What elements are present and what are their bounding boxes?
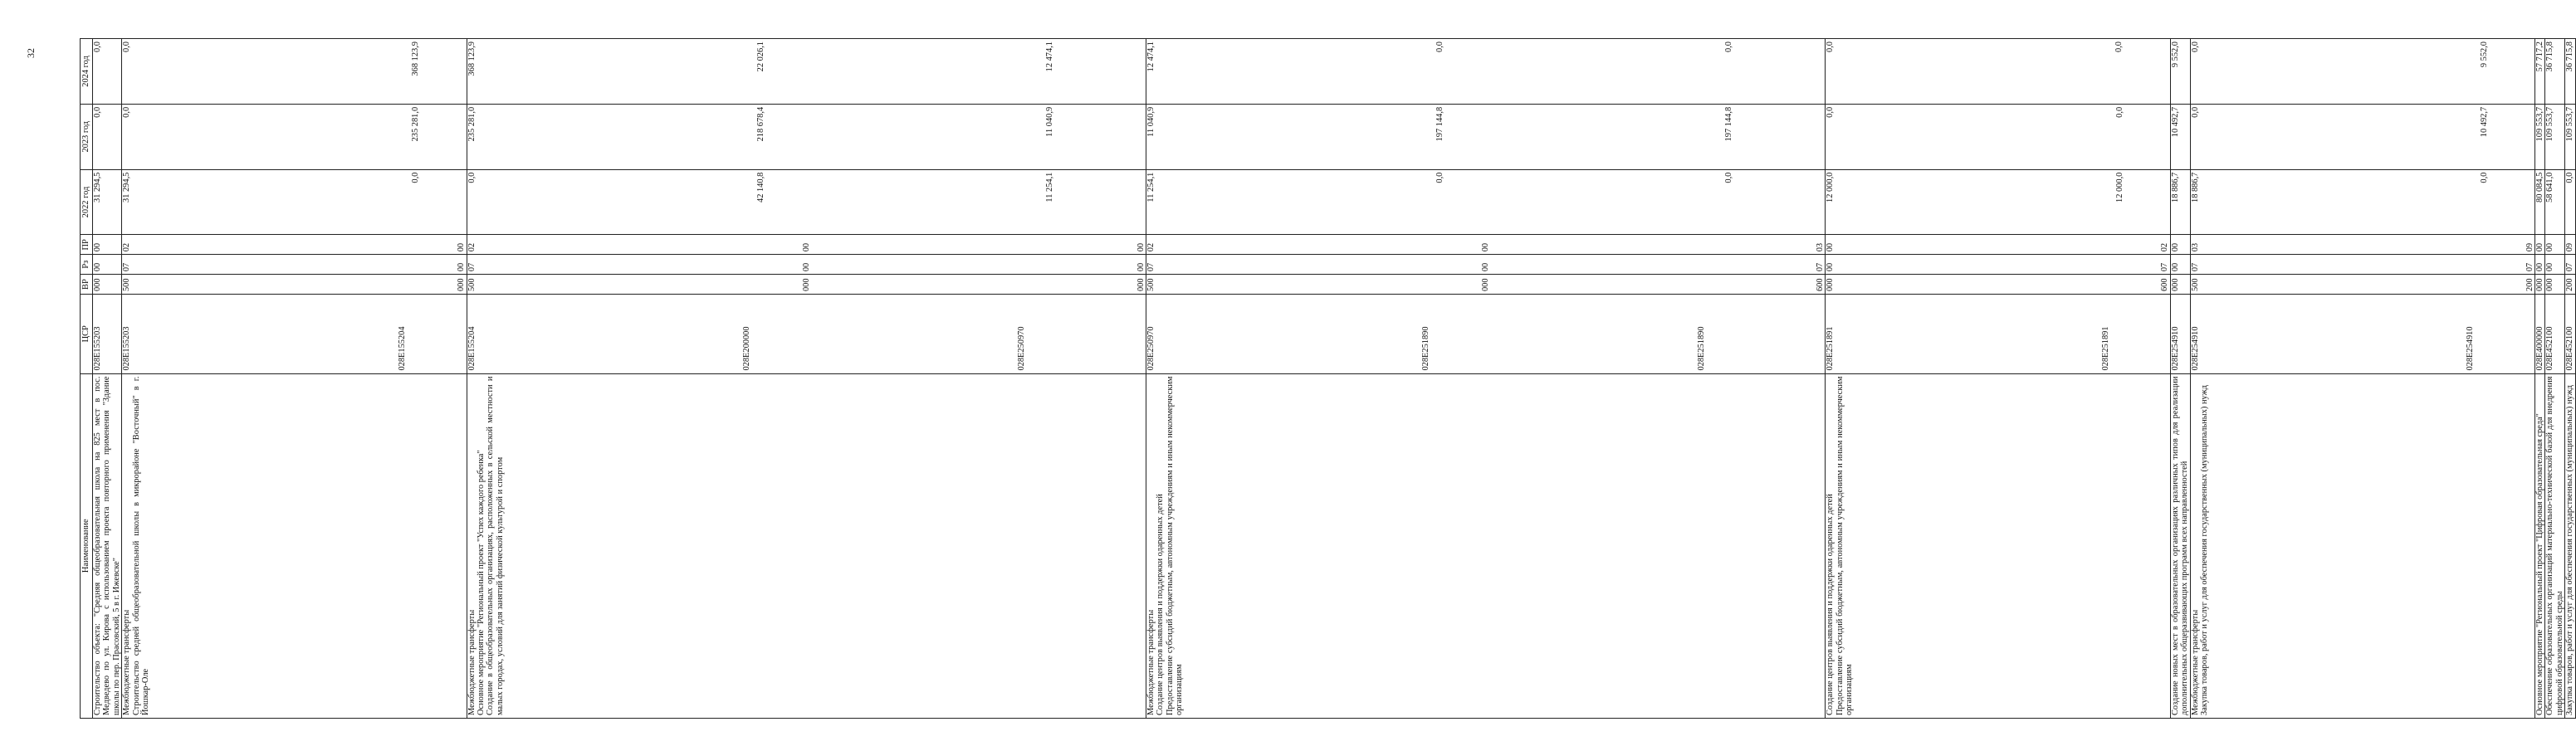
cell-vr: [122, 275, 467, 295]
cell-name-line: Межбюджетные трансферты: [122, 609, 132, 715]
cell-rz: [2545, 255, 2565, 275]
cell-2024-line: 22 026,1: [755, 41, 765, 72]
cell-name-line: Строительство объекта: "Средняя общеобразовательная школа на 825 мест в пос. Медведево по ул. Кирова с использованием проекта повторного применения "Здание школы по пер. Прасовский, 5 в г. Ижевске": [93, 376, 121, 715]
cell-vr: [2535, 275, 2545, 295]
cell-csr-line: 028E250970: [1017, 326, 1027, 371]
table-row: [467, 39, 1146, 719]
cell-rz: [2190, 255, 2534, 275]
cell-2023-line: 0,0: [1826, 106, 1835, 118]
cell-rz-line: 07: [467, 262, 477, 272]
cell-vr-line: 600: [1816, 278, 1826, 292]
cell-2023: [2535, 104, 2545, 169]
cell-2022-line: 0,0: [467, 172, 477, 183]
cell-csr-line: 028E250970: [1146, 326, 1156, 371]
cell-csr-line: 028E251890: [1696, 326, 1706, 371]
cell-2023-line: 218 678,4: [755, 106, 765, 142]
cell-vr-line: 000: [2535, 278, 2545, 292]
cell-pr-line: 03: [2190, 242, 2200, 252]
cell-pr: [93, 235, 122, 255]
cell-csr: [1826, 295, 2170, 374]
cell-2022-line: 0,0: [2565, 172, 2575, 183]
cell-name: [1146, 373, 1826, 718]
cell-vr-line: 000: [2545, 278, 2555, 292]
cell-name-line: Предоставление субсидий бюджетным, автономным учреждениям и иным некоммерческим организациям: [1835, 376, 1855, 715]
cell-2022: [93, 169, 122, 235]
cell-2023-line: 235 281,0: [467, 106, 477, 142]
cell-pr-line: 00: [2545, 242, 2555, 252]
cell-name: [93, 373, 122, 718]
cell-vr-line: 200: [2525, 278, 2534, 292]
cell-pr-line: 00: [1481, 242, 1491, 252]
cell-2022-line: 0,0: [1724, 172, 1734, 183]
cell-pr-line: 02: [2160, 242, 2170, 252]
cell-pr-line: 00: [2535, 242, 2545, 252]
page-number: 32: [25, 48, 37, 58]
cell-rz: [2565, 255, 2575, 275]
table-row: [2190, 39, 2534, 719]
cell-2022: [467, 169, 1146, 235]
cell-name-line: Межбюджетные трансферты: [2190, 609, 2200, 715]
cell-csr: [2535, 295, 2545, 374]
budget-table: [80, 38, 2576, 719]
cell-csr-line: 028E254910: [2466, 326, 2476, 371]
cell-2022-line: 42 140,8: [755, 172, 765, 202]
cell-rz-line: 00: [801, 262, 811, 272]
cell-2024: [467, 39, 1146, 105]
cell-csr: [2190, 295, 2534, 374]
cell-2022-line: 18 886,7: [2170, 172, 2180, 202]
table-body: [93, 39, 2576, 719]
cell-2024: [1146, 39, 1826, 105]
cell-csr-line: 028E251891: [2100, 326, 2110, 371]
cell-2022: [2190, 169, 2534, 235]
cell-rz-line: 00: [457, 262, 467, 272]
cell-csr-line: 028E254910: [2170, 326, 2180, 371]
col-header-2024: 2024 год: [81, 39, 93, 105]
cell-csr: [1146, 295, 1826, 374]
cell-2022-line: 12 000,0: [1826, 172, 1835, 202]
cell-pr-line: 00: [1136, 242, 1146, 252]
cell-vr: [93, 275, 122, 295]
cell-2023: [2545, 104, 2565, 169]
cell-csr-line: 028E400000: [2535, 326, 2545, 371]
cell-pr-line: 09: [2565, 242, 2575, 252]
table-row: [2565, 39, 2575, 719]
cell-name-line: Закупка товаров, работ и услуг для обеспечения государственных (муниципальных) нужд: [2565, 384, 2575, 715]
cell-pr: [467, 235, 1146, 255]
cell-name: [2535, 373, 2545, 718]
cell-2024-line: 368 123,9: [467, 41, 477, 76]
cell-rz: [1826, 255, 2170, 275]
cell-rz-line: 00: [2170, 262, 2180, 272]
cell-rz-line: 07: [2525, 262, 2534, 272]
cell-2023-line: 0,0: [122, 106, 132, 118]
cell-2023: [122, 104, 467, 169]
cell-2022: [122, 169, 467, 235]
cell-2024: [1826, 39, 2170, 105]
cell-2024-line: 0,0: [93, 41, 102, 52]
cell-vr-line: 000: [457, 278, 467, 292]
cell-2023-line: 0,0: [93, 106, 102, 118]
cell-pr-line: 00: [1826, 242, 1835, 252]
col-header-pr: ПР: [81, 235, 93, 255]
cell-vr-line: 000: [1481, 278, 1491, 292]
cell-2022-line: 80 084,5: [2535, 172, 2545, 202]
cell-2023-line: 197 144,8: [1435, 106, 1445, 142]
cell-2022-line: 0,0: [411, 172, 421, 183]
cell-vr-line: 500: [2190, 278, 2200, 292]
cell-pr-line: 02: [122, 242, 132, 252]
cell-name: [122, 373, 467, 718]
table-row: [122, 39, 467, 719]
cell-pr-line: 09: [2525, 242, 2534, 252]
cell-2024-line: 57 717,2: [2535, 41, 2545, 72]
cell-2023-line: 0,0: [2114, 106, 2124, 118]
cell-2023: [2565, 104, 2575, 169]
cell-rz: [467, 255, 1146, 275]
cell-pr-line: 00: [93, 242, 102, 252]
col-header-vr: ВР: [81, 275, 93, 295]
cell-2022: [2565, 169, 2575, 235]
cell-vr-line: 000: [801, 278, 811, 292]
cell-name: [2545, 373, 2565, 718]
cell-rz: [2535, 255, 2545, 275]
col-header-2023: 2023 год: [81, 104, 93, 169]
cell-rz: [1146, 255, 1826, 275]
cell-csr-line: 028E254910: [2190, 326, 2200, 371]
cell-2022: [2170, 169, 2190, 235]
cell-rz: [93, 255, 122, 275]
cell-2022-line: 0,0: [2479, 172, 2489, 183]
cell-rz-line: 07: [1816, 262, 1826, 272]
cell-csr: [2170, 295, 2190, 374]
cell-2024: [2545, 39, 2565, 105]
cell-name: [2190, 373, 2534, 718]
cell-2023: [1146, 104, 1826, 169]
cell-rz: [2170, 255, 2190, 275]
cell-2024: [2565, 39, 2575, 105]
cell-pr: [2190, 235, 2534, 255]
cell-csr-line: 028E155203: [122, 326, 132, 371]
cell-2022-line: 11 254,1: [1146, 172, 1156, 202]
cell-rz-line: 00: [1826, 262, 1835, 272]
cell-2022: [2545, 169, 2565, 235]
cell-name-line: Создание в общеобразовательных организациях, расположенных в сельской местности и малых городах, условий для занятий физической культурой и спортом: [486, 376, 505, 715]
cell-rz-line: 00: [93, 262, 102, 272]
cell-csr: [2565, 295, 2575, 374]
cell-name-line: Создание центров выявления и поддержки одаренных детей: [1826, 494, 1835, 715]
cell-2024: [2190, 39, 2534, 105]
table-row: [1826, 39, 2170, 719]
cell-vr: [2170, 275, 2190, 295]
cell-name-line: Обеспечение образовательных организаций материально-технической базой для внедрения цифровой образовательной среды: [2545, 376, 2564, 715]
table-header-row: [81, 39, 93, 719]
cell-2024-line: 0,0: [1724, 41, 1734, 52]
cell-rz: [122, 255, 467, 275]
cell-2023-line: 10 492,7: [2170, 106, 2180, 138]
cell-2024-line: 0,0: [122, 41, 132, 52]
cell-csr-line: 028E155203: [93, 326, 102, 371]
cell-name: [467, 373, 1146, 718]
cell-2023-line: 109 553,7: [2535, 106, 2545, 142]
cell-name-line: Основное мероприятие "Региональный проект "Успех каждого ребенка": [477, 450, 486, 715]
cell-pr: [2565, 235, 2575, 255]
cell-vr-line: 500: [467, 278, 477, 292]
table-row: [2170, 39, 2190, 719]
cell-2024: [93, 39, 122, 105]
cell-2024-line: 0,0: [2190, 41, 2200, 52]
cell-pr-line: 00: [457, 242, 467, 252]
cell-2023-line: 109 553,7: [2565, 106, 2575, 142]
cell-vr: [2565, 275, 2575, 295]
cell-2022: [1146, 169, 1826, 235]
table-row: [2545, 39, 2565, 719]
cell-vr-line: 000: [1826, 278, 1835, 292]
cell-2024-line: 12 474,1: [1146, 41, 1156, 72]
cell-pr-line: 02: [1146, 242, 1156, 252]
cell-2024-line: 0,0: [2114, 41, 2124, 52]
cell-2024-line: 36 715,8: [2545, 41, 2555, 72]
cell-csr: [467, 295, 1146, 374]
cell-2023-line: 10 492,7: [2479, 106, 2489, 138]
cell-2023: [93, 104, 122, 169]
cell-2024-line: 9 552,0: [2479, 41, 2489, 68]
cell-2023-line: 0,0: [2190, 106, 2200, 118]
cell-csr: [2545, 295, 2565, 374]
cell-rz-line: 00: [1481, 262, 1491, 272]
cell-2022-line: 11 254,1: [1044, 172, 1054, 202]
cell-csr-line: 028E155204: [397, 326, 407, 371]
cell-vr: [1146, 275, 1826, 295]
cell-csr-line: 028E452100: [2565, 326, 2575, 371]
cell-name-line: Закупка товаров, работ и услуг для обеспечения государственных (муниципальных) нужд: [2200, 384, 2210, 715]
cell-rz-line: 07: [1146, 262, 1156, 272]
col-header-name: Наименование: [81, 373, 93, 718]
cell-2023-line: 11 040,9: [1044, 106, 1054, 137]
budget-table-container: [80, 38, 2576, 719]
cell-rz-line: 00: [2535, 262, 2545, 272]
cell-rz-line: 00: [2545, 262, 2555, 272]
cell-2022-line: 31 294,5: [93, 172, 102, 202]
cell-2022-line: 12 000,0: [2114, 172, 2124, 202]
cell-csr: [93, 295, 122, 374]
cell-pr-line: 02: [467, 242, 477, 252]
cell-2024: [2170, 39, 2190, 105]
cell-pr: [2170, 235, 2190, 255]
cell-rz-line: 07: [122, 262, 132, 272]
cell-name-line: Создание центров выявления и поддержки одаренных детей: [1156, 494, 1166, 715]
cell-2024: [122, 39, 467, 105]
cell-vr-line: 000: [1136, 278, 1146, 292]
cell-2023-line: 11 040,9: [1146, 106, 1156, 137]
cell-csr: [122, 295, 467, 374]
cell-name: [2565, 373, 2575, 718]
cell-pr-line: 03: [1816, 242, 1826, 252]
cell-2023: [2190, 104, 2534, 169]
cell-2022: [2535, 169, 2545, 235]
cell-name-line: Межбюджетные трансферты: [467, 609, 477, 715]
cell-vr-line: 000: [2170, 278, 2180, 292]
col-header-csr: ЦСР: [81, 295, 93, 374]
cell-2022-line: 31 294,5: [122, 172, 132, 202]
cell-2022-line: 18 886,7: [2190, 172, 2200, 202]
cell-csr-line: 028E155204: [467, 326, 477, 371]
cell-vr-line: 500: [1146, 278, 1156, 292]
cell-2023: [2170, 104, 2190, 169]
cell-vr: [467, 275, 1146, 295]
cell-pr-line: 00: [2170, 242, 2180, 252]
cell-2022-line: 58 641,0: [2545, 172, 2555, 202]
cell-pr: [2545, 235, 2565, 255]
cell-rz-line: 07: [2190, 262, 2200, 272]
cell-pr: [2535, 235, 2545, 255]
cell-rz-line: 07: [2565, 262, 2575, 272]
cell-2024-line: 36 715,8: [2565, 41, 2575, 72]
cell-pr-line: 00: [801, 242, 811, 252]
cell-2023: [1826, 104, 2170, 169]
cell-2022: [1826, 169, 2170, 235]
table-row: [2535, 39, 2545, 719]
cell-2023: [467, 104, 1146, 169]
cell-2023-line: 197 144,8: [1724, 106, 1734, 142]
cell-2023-line: 235 281,0: [411, 106, 421, 142]
cell-vr-line: 500: [122, 278, 132, 292]
cell-name-line: Создание новых мест в образовательных организациях различных типов для реализации дополнительных общеразвивающих программ всех направленностей: [2170, 376, 2190, 715]
cell-2024-line: 0,0: [1826, 41, 1835, 52]
cell-name-line: Основное мероприятие "Региональный проект "Цифровая образовательная среда": [2535, 413, 2545, 715]
cell-name-line: Строительство средней общеобразовательной школы в микрорайоне "Восточный" в г. Йошкар-Оле: [131, 376, 151, 715]
cell-2023-line: 109 553,7: [2545, 106, 2555, 142]
cell-csr-line: 028E452100: [2545, 326, 2555, 371]
cell-name: [2170, 373, 2190, 718]
table-row: [93, 39, 122, 719]
cell-pr: [1826, 235, 2170, 255]
cell-pr: [1146, 235, 1826, 255]
cell-csr-line: 028E251890: [1421, 326, 1431, 371]
cell-name-line: Межбюджетные трансферты: [1146, 609, 1156, 715]
col-header-rz: Рз: [81, 255, 93, 275]
cell-vr: [1826, 275, 2170, 295]
cell-vr-line: 000: [93, 278, 102, 292]
cell-pr: [122, 235, 467, 255]
cell-name: [1826, 373, 2170, 718]
cell-vr: [2190, 275, 2534, 295]
cell-vr: [2545, 275, 2565, 295]
cell-2024-line: 368 123,9: [411, 41, 421, 76]
cell-2024-line: 0,0: [1435, 41, 1445, 52]
cell-rz-line: 07: [2160, 262, 2170, 272]
col-header-2022: 2022 год: [81, 169, 93, 235]
cell-vr-line: 200: [2565, 278, 2575, 292]
cell-vr-line: 600: [2160, 278, 2170, 292]
cell-2024: [2535, 39, 2545, 105]
cell-2024-line: 12 474,1: [1044, 41, 1054, 72]
table-row: [1146, 39, 1826, 719]
cell-csr-line: 028E200000: [742, 326, 751, 371]
cell-name-line: Предоставление субсидий бюджетным, автономным учреждениям и иным некоммерческим организациям: [1165, 376, 1185, 715]
cell-2024-line: 9 552,0: [2170, 41, 2180, 68]
cell-2022-line: 0,0: [1435, 172, 1445, 183]
cell-csr-line: 028E251891: [1826, 326, 1835, 371]
cell-rz-line: 00: [1136, 262, 1146, 272]
